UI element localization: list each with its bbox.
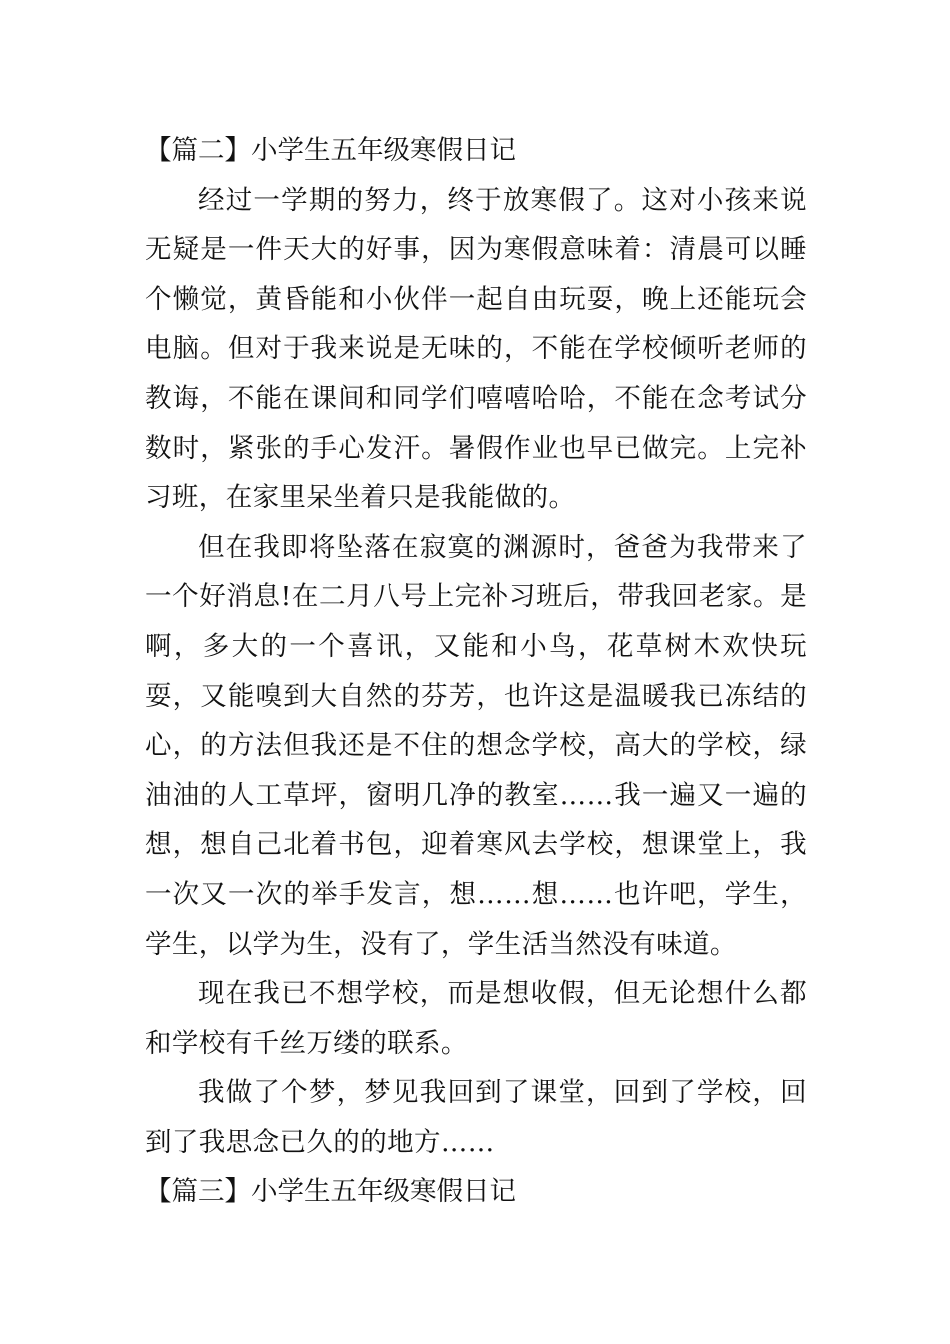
paragraph: 现在我已不想学校，而是想收假，但无论想什么都和学校有千丝万缕的联系。 <box>145 978 807 1059</box>
paragraph: 但在我即将坠落在寂寞的渊源时，爸爸为我带来了一个好消息!在二月八号上完补习班后，带我回老家。是啊，多大的一个喜讯，又能和小鸟，花草树木欢快玩耍，又能嗅到大自然的芬芳，也许这是温暖我已冻结的心，的方法但我还是不住的想念学校，高大的学校，绿油油的人工草坪，窗明几净的教室……我一遍又一遍的想，想自己北着书包，迎着寒风去学校，想课堂上，我一次又一次的举手发言，想……想……也许吧，学生，学生，以学为生，没有了，学生活当然没有味道。 <box>145 531 807 960</box>
section-heading: 【篇二】小学生五年级寒假日记 <box>145 135 516 166</box>
paragraph: 经过一学期的努力，终于放寒假了。这对小孩来说无疑是一件天大的好事，因为寒假意味着：清晨可以睡个懒觉，黄昏能和小伙伴一起自由玩耍，晚上还能玩会电脑。但对于我来说是无味的，不能在学校倾听老师的教诲，不能在课间和同学们嘻嘻哈哈，不能在念考试分数时，紧张的手心发汗。暑假作业也早已做完。上完补习班，在家里呆坐着只是我能做的。 <box>145 184 807 514</box>
section-heading: 【篇三】小学生五年级寒假日记 <box>145 1176 516 1208</box>
paragraph: 我做了个梦，梦见我回到了课堂，回到了学校，回到了我思念已久的的地方…… <box>145 1077 807 1158</box>
document-page <box>145 126 807 1217</box>
